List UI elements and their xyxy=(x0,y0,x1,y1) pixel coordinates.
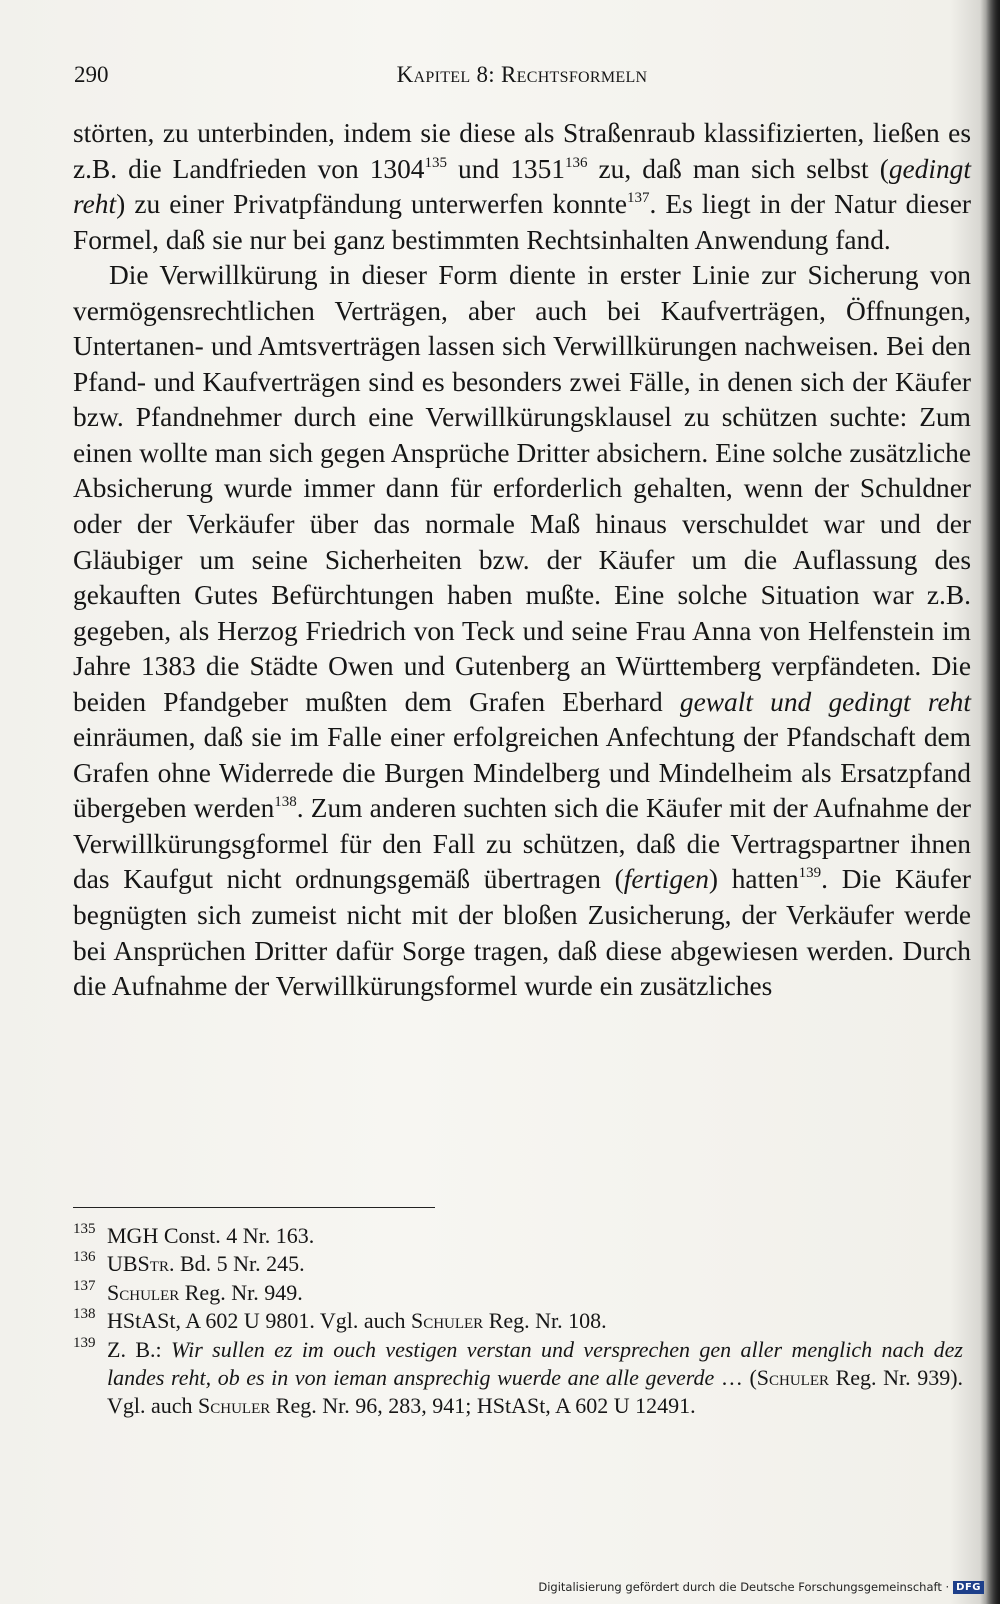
running-title: Kapitel 8: Rechtsformeln xyxy=(396,62,648,87)
text-run: ) hatten xyxy=(708,864,799,895)
italic-text: fertigen xyxy=(623,864,709,895)
text-run: . Die Käufer begnügten sich zumeist nicht mit der bloßen Zusicherung, der Verkäufer werde bei Ansprüchen Dritter dafür Sorge tragen, daß diese abgewiesen werden. Durch die Aufnahme der Verwillkürungsformel wurde ein zusätzliches xyxy=(73,864,971,1002)
footnote-number: 139 xyxy=(73,1334,96,1351)
footnote-number: 135 xyxy=(73,1221,96,1237)
footnote xyxy=(73,1222,963,1250)
text-run: Reg. Nr. 939). Vgl. auch xyxy=(107,1365,964,1419)
text-run: HStASt, A 602 U 9801. Vgl. auch xyxy=(107,1308,411,1334)
page-number: 290 xyxy=(74,62,109,87)
dfg-logo: DFG xyxy=(953,1581,984,1594)
footnote-number: 136 xyxy=(73,1249,96,1266)
main-text xyxy=(73,116,971,1005)
footnote-ref: 135 xyxy=(424,154,447,171)
small-caps-text: Schuler xyxy=(756,1365,830,1391)
italic-text: gedingt reht xyxy=(73,153,971,220)
text-run: störten, zu unterbinden, indem sie diese als Straßenraub klassifizierten, ließen es z.B. die Landfrieden von 1304 xyxy=(73,118,971,184)
text-run: einräumen, daß sie im Falle einer erfolgreichen Anfechtung der Pfandschaft dem Grafen ohne Widerrede die Burgen Mindelberg und Mindelheim als Ersatzpfand übergeben werden xyxy=(73,722,971,824)
footnote-number: 138 xyxy=(73,1306,96,1323)
footnote-ref: 136 xyxy=(564,154,588,171)
text-run: Die Verwillkürung in dieser Form diente in erster Linie zur Sicherung von vermögensrechtlichen Verträgen, aber auch bei Kaufverträgen, Öffnungen, Untertanen- und Amtsverträgen lassen sich Verwillkürungen nachweisen. Bei den Pfand- und Kaufverträgen sind es besonders zwei Fälle, in denen sich der Käufer bzw. Pfandnehmer durch eine Verwillkürungsklausel zu schützen suchte: Zum einen wollte man sich gegen Ansprüche Dritter absichern. Eine solche zusätzliche Absicherung wurde immer dann für erforderlich gehalten, wenn der Schuldner oder der Verkäufer über das normale Maß hinaus verschuldet war und der Gläubiger um seine Sicherheiten bzw. der Käufer um die Auflassung des gekauften Gutes Befürchtungen haben mußte. Eine solche Situation war z.B. gegeben, als Herzog Friedrich von Teck und seine Frau Anna von Helfenstein im Jahre 1383 die Städte Owen und Gutenberg an Württemberg verpfändeten. Die beiden Pfandgeber mußten dem Grafen Eberhard xyxy=(73,260,971,717)
text-run: . Zum anderen suchten sich die Käufer mit der Aufnahme der Verwillkürungsgformel für den Fall zu schützen, daß die Vertragspartner ihnen das Kaufgut nicht ordnungsgemäß übertragen ( xyxy=(73,793,972,895)
footnotes xyxy=(73,1222,963,1421)
footnote-ref: 139 xyxy=(798,865,822,882)
small-caps-text: Schuler xyxy=(107,1279,180,1305)
footnote xyxy=(73,1250,963,1278)
footnote-ref: 137 xyxy=(627,190,650,207)
footer-text: Digitalisierung gefördert durch die Deutsche Forschungsgemeinschaft · xyxy=(538,1580,950,1594)
paragraph xyxy=(73,258,971,1004)
italic-text: Wir sullen ez im ouch vestigen verstan und versprechen gen aller menglich nach dez landes reht, ob es in von ieman ansprechig wuerde ane alle geverde xyxy=(107,1336,963,1391)
text-run: ) zu einer Privatpfändung unterwerfen konnte xyxy=(116,189,627,220)
small-caps-text: Schuler xyxy=(410,1308,484,1334)
text-run: … ( xyxy=(714,1365,757,1391)
footnote-separator xyxy=(73,1207,435,1208)
small-caps-text: Schuler xyxy=(198,1393,271,1419)
footnote xyxy=(73,1279,963,1307)
running-header xyxy=(74,62,970,96)
italic-text: gewalt und gedingt reht xyxy=(679,686,971,717)
text-run: Bd. 5 Nr. 245. xyxy=(174,1251,305,1277)
paragraph xyxy=(73,116,971,258)
text-run: Reg. Nr. 949. xyxy=(179,1279,303,1305)
text-run: Z. B.: xyxy=(107,1336,171,1362)
text-run: Const. 4 Nr. 163. xyxy=(158,1223,315,1248)
small-caps-text: MGH xyxy=(107,1223,159,1248)
text-run: zu, daß man sich selbst ( xyxy=(587,153,889,184)
footnote xyxy=(73,1307,963,1335)
text-run: und 1351 xyxy=(447,153,565,184)
text-run: . Es liegt in der Natur dieser Formel, daß sie nur bei ganz bestimmten Rechtsinhalten Anwendung fand. xyxy=(73,189,971,255)
text-run: Reg. Nr. 96, 283, 941; HStASt, A 602 U 12491. xyxy=(270,1393,696,1419)
footnote-number: 137 xyxy=(73,1277,96,1294)
footer-credit xyxy=(538,1578,984,1596)
small-caps-text: UBStr. xyxy=(107,1251,175,1277)
footnote-ref: 138 xyxy=(274,794,297,811)
page-gutter-shadow xyxy=(986,0,1000,1604)
footnote xyxy=(73,1336,963,1421)
text-run: Reg. Nr. 108. xyxy=(483,1308,607,1334)
